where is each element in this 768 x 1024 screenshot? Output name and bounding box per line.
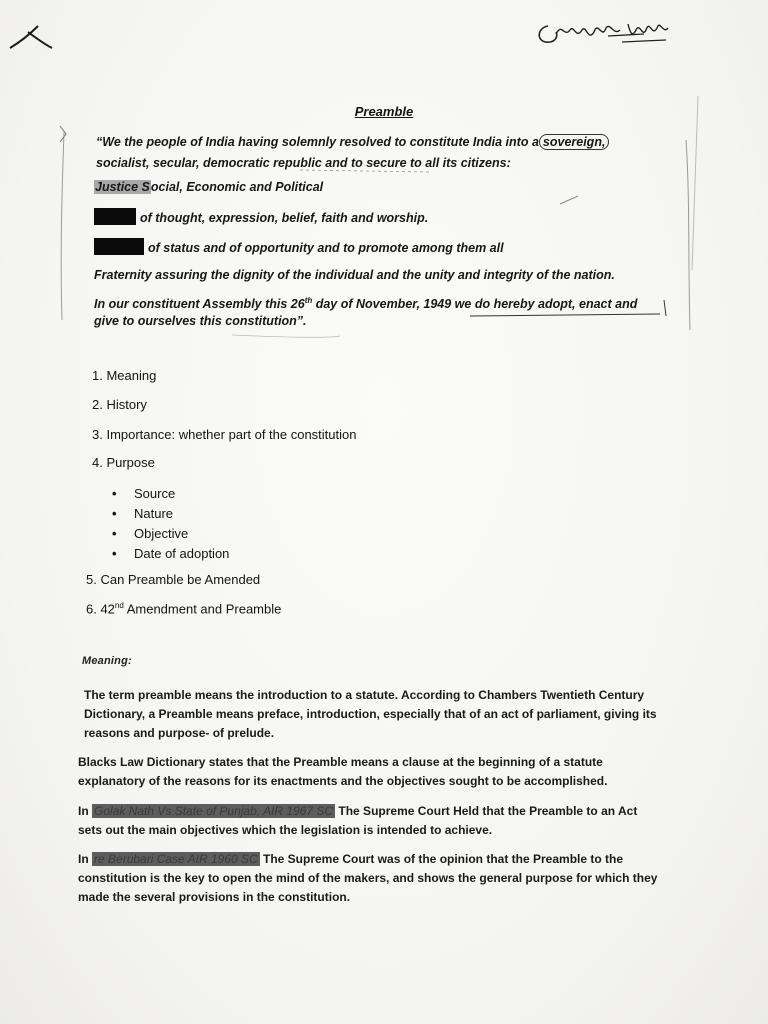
paragraph-3-text: The Supreme Court Held that the Preamble to an Act sets out the main objectives which the legislation is intended to achieve. [78,804,638,837]
preamble-equality-line [94,238,504,255]
preamble-assembly-post: day of November, 1949 we do hereby adopt, enact and [312,297,638,312]
outline-item-4: 4. Purpose [92,455,155,470]
paragraph-4-in: In [78,852,89,866]
list-item: • Date of adoption [112,544,229,564]
preamble-line-1-article: a [531,135,539,149]
redacted-box [94,208,136,225]
outline-item-6-pre: 6. 42 [86,601,115,617]
preamble-closing-line: give to ourselves this constitution”. [94,314,307,328]
meaning-heading: Meaning: [82,655,132,667]
preamble-fraternity-line: Fraternity assuring the dignity of the individual and the unity and integrity of the nation. [94,268,615,282]
preamble-liberty-text: of thought, expression, belief, faith and worship. [140,211,429,225]
highlighted-word-justice: Justice S [95,180,150,194]
preamble-justice-line [94,180,323,194]
outline-item-6-sup: nd [114,601,124,610]
redacted-box [94,238,144,255]
outline-item-5: 5. Can Preamble be Amended [86,572,261,587]
meaning-paragraph-4 [78,850,658,907]
preamble-assembly-pre: In our constituent Assembly this 26 [94,297,305,312]
preamble-line-2: socialist, secular, democratic republic and to secure to all its citizens: [96,156,511,170]
outline-item-3: 3. Importance: whether part of the constitution [92,427,357,442]
preamble-line-1-text: “We the people of India having solemnly resolved to constitute India into [96,135,529,149]
case-citation-golak-nath: Golak Nath Vs State of Punjab, AIR 1967 SC [94,804,334,818]
outline-item-1: 1. Meaning [92,368,157,383]
list-item: • Source [112,484,229,504]
list-item: • Nature [112,504,229,524]
meaning-paragraph-3 [78,802,658,840]
preamble-equality-text: of status and of opportunity and to promote among them all [148,241,504,255]
meaning-paragraph-1: The term preamble means the introduction to a statute. According to Chambers Twentieth Century Dictionary, a Preamble means preface, introduction, especially that of an act of parliament, giving its reasons and purpose- of prelude. [84,688,657,740]
paragraph-3-in: In [78,804,89,818]
page-title: Preamble [354,104,414,119]
outline-item-6 [86,601,281,616]
outline-item-6-post: Amendment and Preamble [123,601,282,617]
list-item: • Objective [112,524,229,544]
paragraph-4-text: The Supreme Court was of the opinion that the Preamble to the constitution is the key to open the mind of the makers, and shows the general purpose for which they made the several provisions in the constitution. [78,852,658,904]
preamble-justice-rest: ocial, Economic and Political [150,180,324,194]
case-citation-berubari: re Berubari Case AIR 1960 SC [94,852,258,866]
circled-word-sovereign: sovereign, [539,134,610,150]
pen-check-mark-icon [6,18,54,54]
preamble-assembly-line [94,296,637,311]
purpose-bullet-list [112,484,229,564]
meaning-paragraph-2: Blacks Law Dictionary states that the Preamble means a clause at the beginning of a statute explanatory of the reasons for its enactments and the objectives sought to be accomplished. [78,755,608,788]
outline-item-2: 2. History [92,397,147,412]
preamble-assembly-sup: th [304,296,313,305]
preamble-line-1 [96,135,609,149]
handwritten-signature [534,12,674,52]
preamble-liberty-line [94,208,428,225]
